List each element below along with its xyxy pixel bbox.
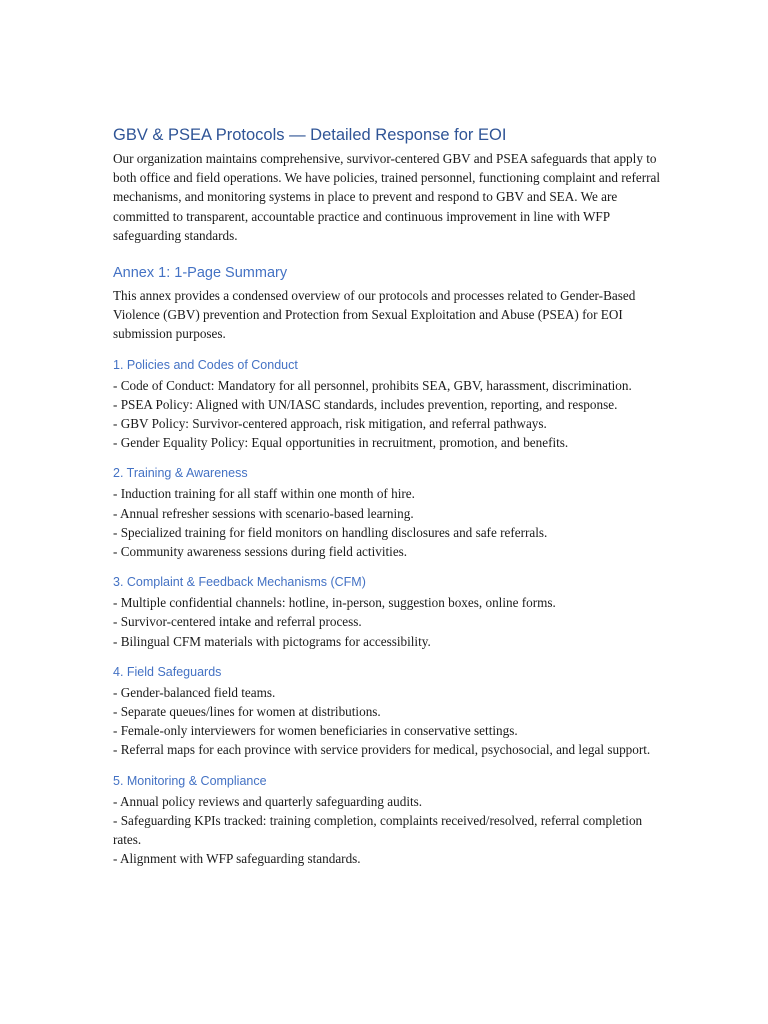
list-item: - Induction training for all staff within one month of hire.	[113, 486, 415, 502]
list-item: - Annual policy reviews and quarterly safeguarding audits.	[113, 793, 423, 809]
list-item: - GBV Policy: Survivor-centered approach, risk mitigation, and referral pathways.	[113, 416, 547, 432]
list-item: - Gender-balanced field teams.	[113, 684, 276, 700]
list-item: - Specialized training for field monitors on handling disclosures and safe referrals.	[113, 524, 548, 540]
list-item: - Code of Conduct: Mandatory for all personnel, prohibits SEA, GBV, harassment, discrimination.	[113, 377, 632, 393]
list-item: - Survivor-centered intake and referral process.	[113, 614, 362, 630]
list-item: - Gender Equality Policy: Equal opportunities in recruitment, promotion, and benefits.	[113, 435, 569, 451]
section-field-safeguards	[113, 664, 673, 760]
intro-paragraph: Our organization maintains comprehensive, survivor-centered GBV and PSEA safeguards that apply to both office and field operations. We have policies, trained personnel, functioning complaint and referral mechanisms, and monitoring systems in place to prevent and respond to GBV and SEA. We are committed to transparent, accountable practice and continuous improvement in line with WFP safeguarding standards.	[113, 151, 661, 243]
section-cfm	[113, 574, 673, 651]
section-heading: 5. Monitoring & Compliance	[113, 773, 267, 788]
list-item: - Safeguarding KPIs tracked: training completion, complaints received/resolved, referral completion rates.	[113, 812, 643, 848]
list-item: - Bilingual CFM materials with pictograms for accessibility.	[113, 633, 431, 649]
section-heading: 3. Complaint & Feedback Mechanisms (CFM)	[113, 575, 366, 590]
section-monitoring	[113, 773, 673, 869]
document-title: GBV & PSEA Protocols — Detailed Response for EOI	[113, 126, 507, 144]
list-item: - Annual refresher sessions with scenario-based learning.	[113, 505, 414, 521]
section-training	[113, 465, 673, 561]
list-item: - Separate queues/lines for women at distributions.	[113, 704, 381, 720]
annex-title: Annex 1: 1-Page Summary	[113, 265, 288, 282]
list-item: - PSEA Policy: Aligned with UN/IASC standards, includes prevention, reporting, and response.	[113, 396, 618, 412]
list-item: - Multiple confidential channels: hotline, in-person, suggestion boxes, online forms.	[113, 595, 556, 611]
section-heading: 2. Training & Awareness	[113, 466, 248, 481]
list-item: - Community awareness sessions during field activities.	[113, 544, 408, 560]
section-policies	[113, 357, 673, 453]
annex-intro-paragraph: This annex provides a condensed overview of our protocols and processes related to Gender-Based Violence (GBV) prevention and Protection from Sexual Exploitation and Abuse (PSEA) for EOI submission purposes.	[113, 288, 636, 342]
document-body	[113, 124, 673, 868]
list-item: - Female-only interviewers for women beneficiaries in conservative settings.	[113, 723, 518, 739]
list-item: - Referral maps for each province with service providers for medical, psychosocial, and legal support.	[113, 742, 651, 758]
section-heading: 4. Field Safeguards	[113, 664, 222, 679]
section-heading: 1. Policies and Codes of Conduct	[113, 357, 298, 372]
list-item: - Alignment with WFP safeguarding standards.	[113, 851, 361, 867]
